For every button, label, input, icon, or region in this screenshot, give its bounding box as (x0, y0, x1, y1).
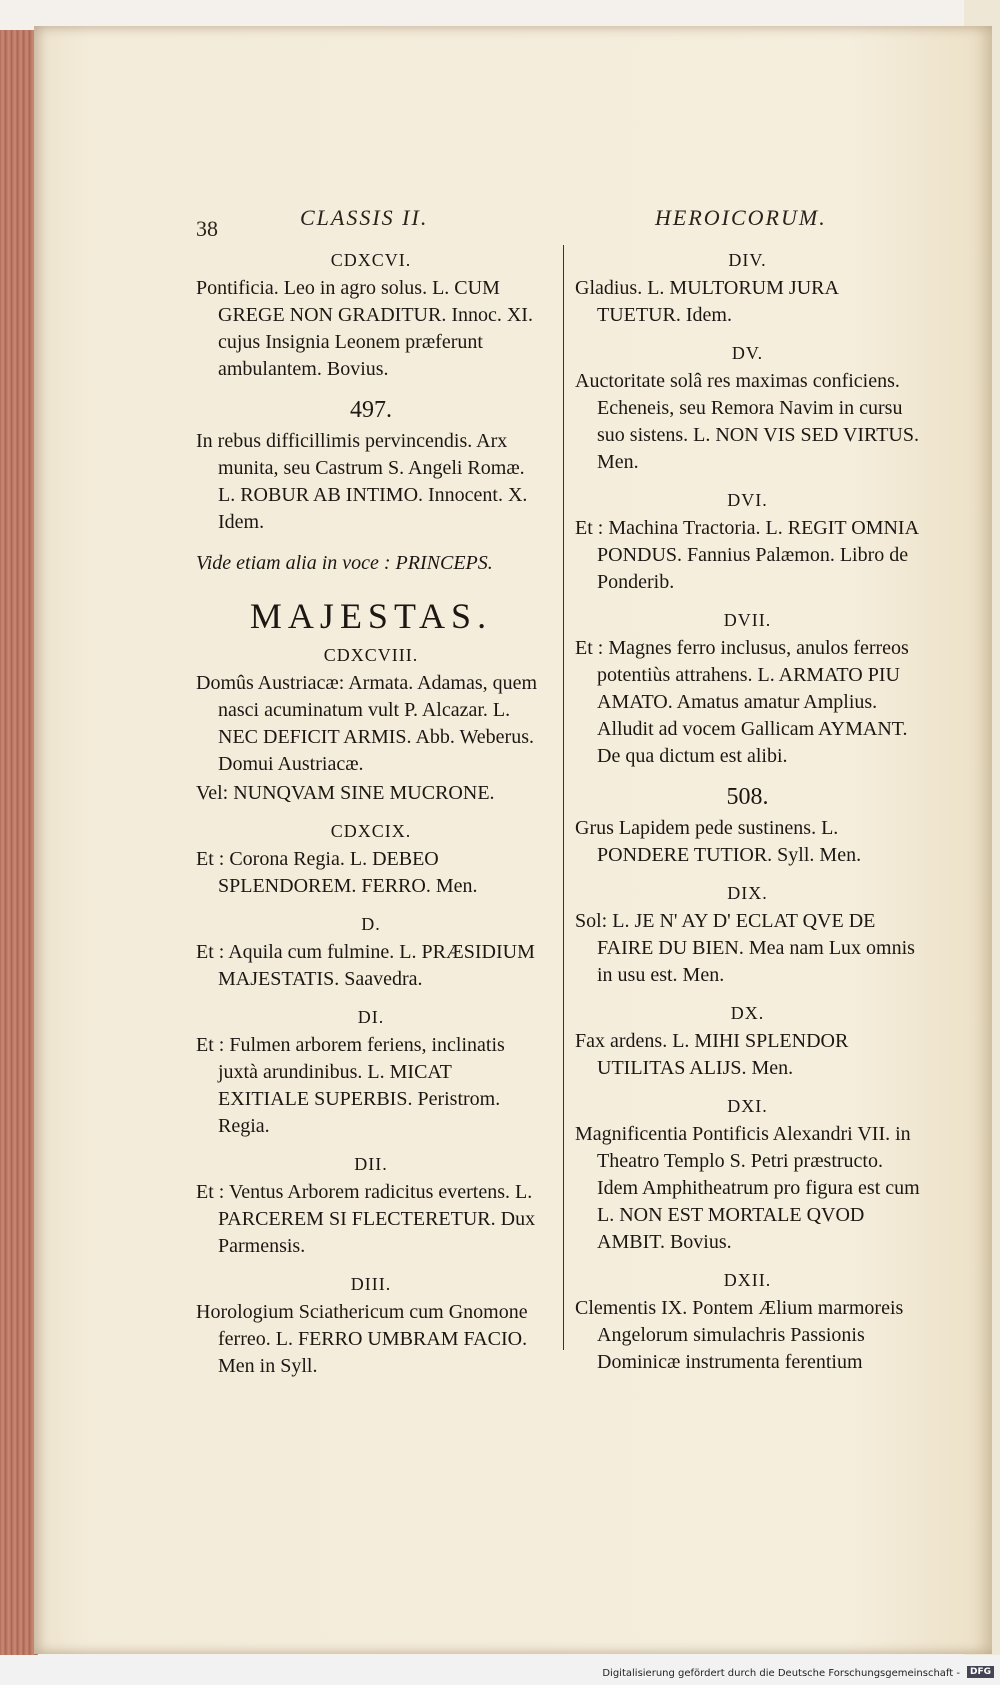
column-divider (563, 245, 564, 1350)
entry-number: DIX. (727, 883, 768, 903)
entry-text: Fax ardens. L. MIHI SPLENDOR UTILITAS ALIJS. Men. (575, 1030, 849, 1079)
entry-text: Grus Lapidem pede sustinens. L. PONDERE TUTIOR. Syll. Men. (575, 817, 862, 866)
entry-text: Auctoritate solâ res maximas conficiens. Echeneis, seu Remora Navim in cursu suo sistens. L. NON VIS SED VIRTUS. Men. (575, 370, 919, 473)
entry-text: Gladius. L. MULTORUM JURA TUETUR. Idem. (575, 277, 838, 326)
entry-number: CDXCVI. (330, 250, 412, 270)
entry-text: Et : Magnes ferro inclusus, anulos ferreos potentiùs attrahens. L. ARMATO PIU AMATO. Amatus amatur Amplius. Alludit ad vocem Gallicam AYMANT. De qua dictum est alibi. (575, 637, 909, 767)
left-column (196, 250, 546, 1394)
book-page-edges (0, 30, 38, 1655)
entry-number: DII. (354, 1154, 388, 1174)
entry-text: Et : Ventus Arborem radicitus evertens. L. PARCEREM SI FLECTERETUR. Dux Parmensis. (196, 1181, 536, 1257)
entry-text: Clementis IX. Pontem Ælium marmoreis Angelorum simulachris Passionis Dominicæ instrumenta ferentium (575, 1297, 904, 1373)
entry-text: Et : Fulmen arborem feriens, inclinatis juxtà arundinibus. L. MICAT EXITIALE SUPERBIS. Peristrom. Regia. (196, 1034, 505, 1137)
entry-text: Et : Aquila cum fulmine. L. PRÆSIDIUM MAJESTATIS. Saavedra. (196, 941, 535, 990)
section-heading: MAJESTAS. (249, 596, 493, 636)
entry-text: In rebus difficillimis pervincendis. Arx munita, seu Castrum S. Angeli Romæ. L. ROBUR AB INTIMO. Innocent. X. Idem. (196, 430, 528, 533)
page-number: 38 (196, 216, 218, 241)
entry-number: DX. (730, 1003, 765, 1023)
entry-number: CDXCVIII. (323, 645, 419, 665)
entry-number: D. (361, 914, 381, 934)
entry-number: DI. (357, 1007, 385, 1027)
entry-text: Vel: NUNQVAM SINE MUCRONE. (196, 782, 495, 804)
entry-number: DXII. (723, 1270, 772, 1290)
digitization-credit: Digitalisierung gefördert durch die Deutsche Forschungsgemeinschaft - (602, 1668, 960, 1679)
entry-text: Sol: L. JE N' AY D' ECLAT QVE DE FAIRE DU BIEN. Mea nam Lux omnis in usu est. Men. (575, 910, 915, 986)
entry-text: Et : Machina Tractoria. L. REGIT OMNIA PONDUS. Fannius Palæmon. Libro de Ponderib. (575, 517, 918, 593)
entry-text: Domûs Austriacæ: Armata. Adamas, quem nasci acuminatum vult P. Alcazar. L. NEC DEFICIT ARMIS. Abb. Weberus. Domui Austriacæ. (196, 672, 538, 775)
entry-text: Et : Corona Regia. L. DEBEO SPLENDOREM. FERRO. Men. (196, 848, 478, 897)
entry-number: DIII. (350, 1274, 392, 1294)
entry-number: CDXCIX. (330, 821, 412, 841)
cross-reference: Vide etiam alia in voce : PRINCEPS. (196, 552, 493, 574)
entry-text: Horologium Sciathericum cum Gnomone ferreo. L. FERRO UMBRAM FACIO. Men in Syll. (196, 1301, 528, 1377)
entry-text: Magnificentia Pontificis Alexandri VII. in Theatro Templo S. Petri præstructo. Idem Amphitheatrum pro figura est cum L. NON EST MORTALE QVOD AMBIT. Bovius. (575, 1123, 920, 1253)
entry-number: DIV. (728, 250, 767, 270)
dfg-logo: DFG (967, 1666, 994, 1678)
entry-number: DVI. (727, 490, 768, 510)
entry-number: DVII. (723, 610, 772, 630)
right-column (575, 250, 920, 1390)
running-head-left: CLASSIS II. (300, 205, 429, 230)
entry-number: DXI. (727, 1096, 768, 1116)
entry-number: 508. (726, 784, 769, 810)
entry-text: Pontificia. Leo in agro solus. L. CUM GREGE NON GRADITUR. Innoc. XI. cujus Insignia Leonem præferunt ambulantem. Bovius. (196, 277, 533, 380)
entry-number: DV. (731, 343, 764, 363)
running-head-right: HEROICORUM. (655, 205, 827, 230)
entry-number: 497. (350, 397, 392, 423)
